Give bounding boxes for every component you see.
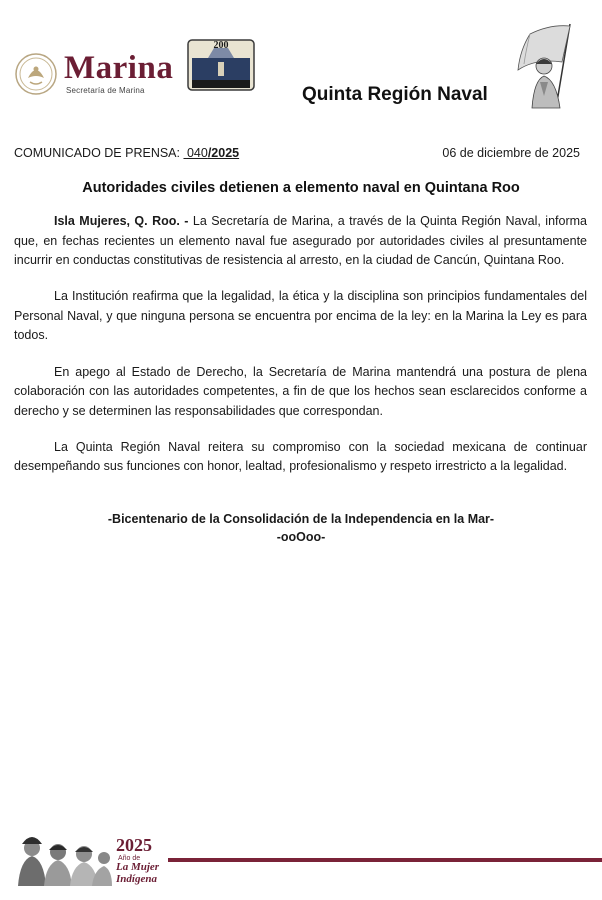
end-mark: -ooOoo-: [276, 530, 326, 544]
dateline: Isla Mujeres, Q. Roo. -: [54, 214, 189, 228]
flag-bearer-illustration: [510, 20, 596, 110]
indigenous-women-illustration: [14, 824, 112, 886]
closing-motto: -Bicentenario de la Consolidación de la Independencia en la Mar-: [107, 512, 495, 526]
headline: Autoridades civiles detienen a elemento naval en Quintana Roo: [82, 180, 520, 196]
footer-ano-label: Año de: [118, 855, 141, 862]
footer-year: 2025: [116, 835, 152, 855]
brand-wordmark: Marina: [64, 50, 174, 86]
footer: [0, 822, 602, 892]
paragraph-3: En apego al Estado de Derecho, la Secretaría de Marina mantendrá una postura de plena colaboración con las autoridades competentes, a fin de que los hechos sean esclarecidos conforme a derecho y se determinen las responsabilidades que correspondan.: [14, 364, 587, 418]
badge-number: 200: [213, 40, 229, 51]
national-seal-icon: [14, 52, 58, 96]
body-text: [14, 212, 587, 494]
press-release-label: COMUNICADO DE PRENSA:: [14, 146, 180, 160]
bicentennial-badge: [184, 36, 258, 94]
brand-subtitle: Secretaría de Marina: [66, 86, 145, 95]
paragraph-1: Isla Mujeres, Q. Roo. - La Secretaría de Marina, a través de la Quinta Región Naval, informa que, en fechas recientes un elemento naval fue asegurado por autoridades civiles al presuntamente incurrir en conductas constitutivas de resistencia al arresto, en la ciudad de Cancún, Quintana Roo.: [14, 214, 587, 268]
press-release-year: /2025: [207, 146, 240, 160]
paragraph-2: La Institución reafirma que la legalidad, la ética y la disciplina son principios fundamentales del Personal Naval, y que ninguna persona se encuentra por encima de la ley: en la Marina la Ley es para todos.: [14, 289, 587, 343]
press-release-number: [14, 146, 239, 160]
paragraph-4: La Quinta Región Naval reitera su compromiso con la sociedad mexicana de continuar desempeñando sus funciones con honor, lealtad, profesionalismo y respeto irrestricto a la legalidad.: [14, 439, 587, 474]
letterhead: [0, 0, 602, 120]
region-title: Quinta Región Naval: [302, 84, 488, 105]
footer-mujer-label: [116, 861, 159, 885]
footer-mujer-line2: Indígena: [116, 873, 157, 885]
footer-divider: [168, 858, 602, 862]
footer-mujer-line1: La Mujer: [116, 861, 160, 873]
press-release-num: 040: [186, 146, 208, 160]
press-release-date: 06 de diciembre de 2025: [442, 146, 580, 160]
